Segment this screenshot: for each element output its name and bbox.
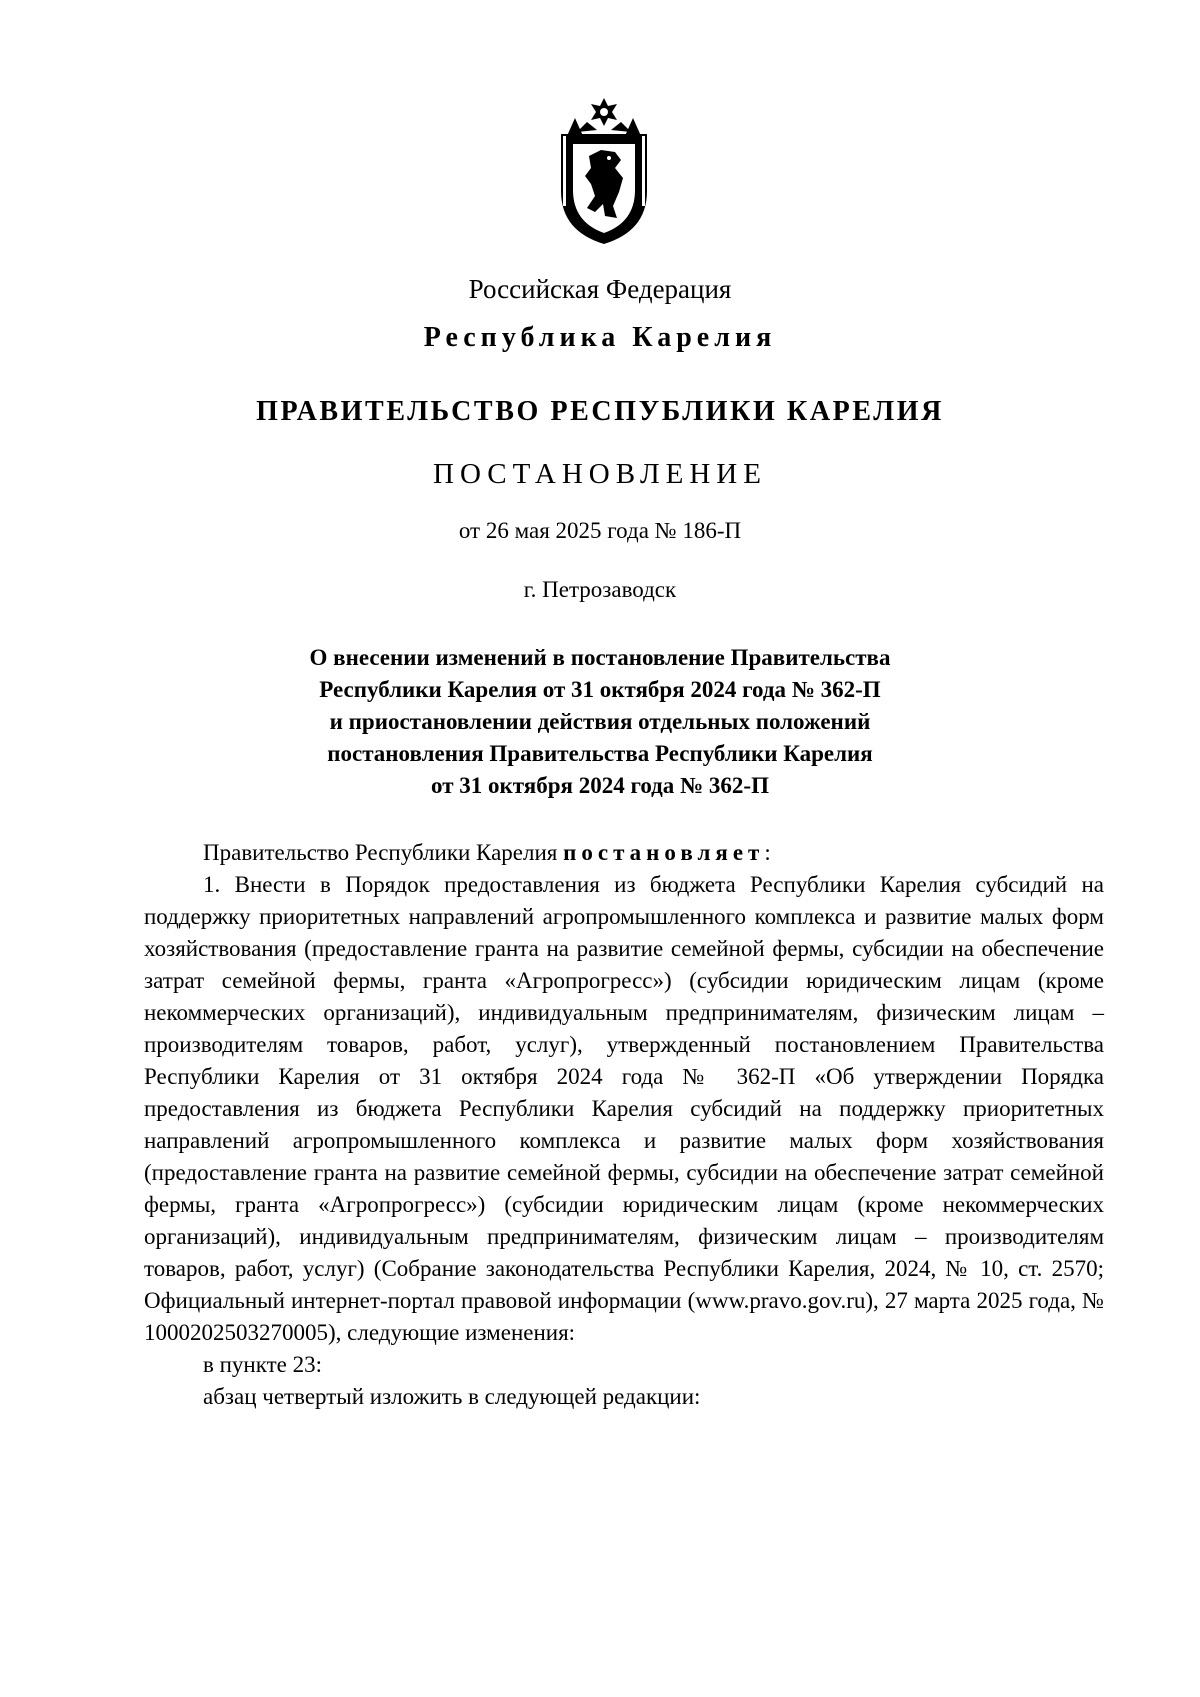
preamble-paragraph (144, 837, 1104, 869)
karelia-coat-of-arms-icon (557, 96, 651, 246)
subject-line: постановления Правительства Республики Карелия (327, 741, 873, 766)
document-city: г. Петрозаводск (523, 577, 677, 602)
document-date-number: от 26 мая 2025 года № 186-П (458, 518, 742, 543)
preamble-verb: постановляет (563, 840, 765, 865)
point-paragraph: в пункте 23: (203, 1352, 322, 1377)
preamble-colon: : (764, 840, 771, 865)
preamble-lead: Правительство Республики Карелия (203, 840, 564, 865)
subject-line: и приостановлении действия отдельных положений (329, 709, 871, 734)
republic-name: Республика Карелия (423, 322, 777, 353)
government-name: ПРАВИТЕЛЬСТВО РЕСПУБЛИКИ КАРЕЛИЯ (256, 396, 944, 427)
country-name: Российская Федерация (468, 274, 732, 304)
subject-line: от 31 октября 2024 года № 362-П (431, 773, 769, 798)
subject-line: О внесении изменений в постановление Правительства (309, 645, 891, 670)
document-type: ПОСТАНОВЛЕНИЕ (433, 458, 767, 490)
change-paragraph: абзац четвертый изложить в следующей редакции: (203, 1384, 701, 1409)
subject-line: Республики Карелия от 31 октября 2024 года № 362-П (319, 677, 881, 702)
document-body (144, 837, 1104, 1413)
document-subject (0, 642, 1200, 802)
item-1-paragraph: 1. Внести в Порядок предоставления из бюджета Республики Карелия субсидий на поддержку приоритетных направлений агропромышленного комплекса и развитие малых форм хозяйствования (предоставление гранта на развитие семейной фермы, субсидии на обеспечение затрат семейной фермы, гранта «Агропрогресс») (субсидии юридическим лицам (кроме некоммерческих организаций), индивидуальным предпринимателям, физическим лицам – производителям товаров, работ, услуг), утвержденный постановлением Правительства Республики Карелия от 31 октября 2024 года № 362-П «Об утверждении Порядка предоставления из бюджета Республики Карелия субсидий на поддержку приоритетных направлений агропромышленного комплекса и развитие малых форм хозяйствования (предоставление гранта на развитие семейной фермы, субсидии на обеспечение затрат семейной фермы, гранта «Агропрогресс») (субсидии юридическим лицам (кроме некоммерческих организаций), индивидуальным предпринимателям, физическим лицам – производителям товаров, работ, услуг) (Собрание законодательства Республики Карелия, 2024, № 10, ст. 2570; Официальный интернет-портал правовой информации (www.pravo.gov.ru), 27 марта 2025 года, № 1000202503270005), следующие изменения: (144, 872, 1104, 1345)
